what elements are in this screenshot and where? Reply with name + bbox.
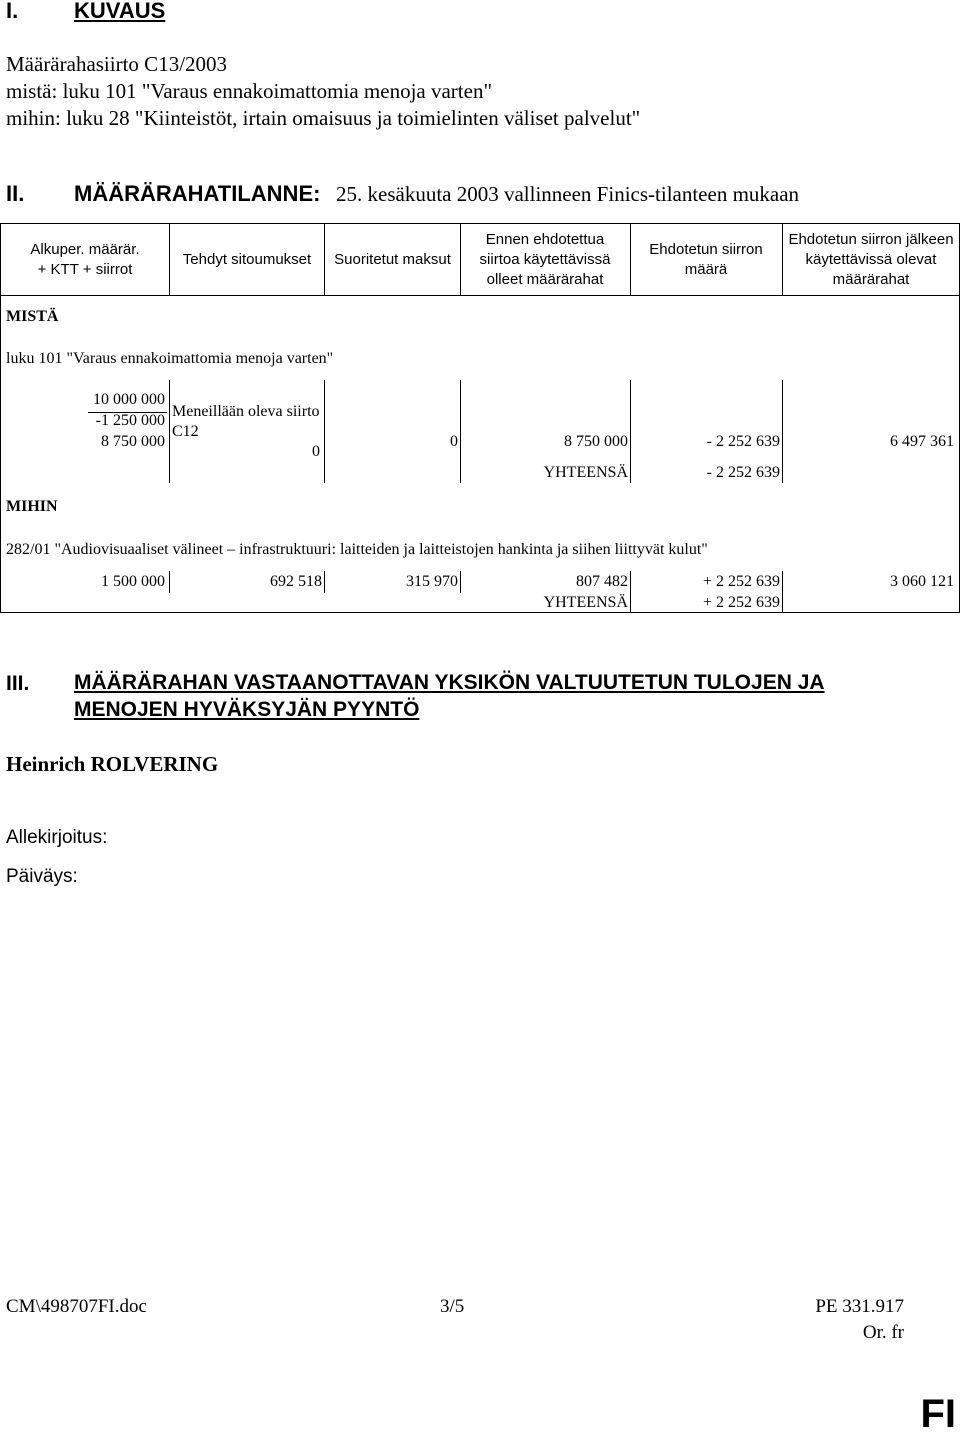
from-available-after: 6 497 361 [890, 433, 954, 450]
footer-reference: PE 331.917 [815, 1296, 904, 1317]
footer-language-code: FI [920, 1392, 956, 1436]
header-available-after: Ehdotetun siirron jälkeen käytettävissä olevat määrärahat [788, 230, 954, 288]
to-amount: 1 500 000 [101, 573, 165, 590]
from-available: 8 750 000 [564, 433, 628, 450]
signer-name: Heinrich ROLVERING [6, 752, 219, 776]
header-commitments: Tehdyt sitoumukset [182, 250, 312, 268]
from-commitments: 0 [312, 443, 320, 460]
from-note: Meneillään oleva siirto C12 [172, 403, 320, 440]
header-original-appropriation [1, 224, 169, 295]
section-2-subtitle: 25. kesäkuuta 2003 vallinneen Finics-tilanteen mukaan [336, 182, 800, 206]
footer-original-language: Or. fr [862, 1322, 904, 1343]
header-original-line-1: Alkuper. määrär. [30, 240, 140, 258]
to-payments: 315 970 [406, 573, 458, 590]
from-payments: 0 [450, 433, 458, 450]
header-available-before: Ennen ehdotettua siirtoa käytettävissä olleet määrärahat [479, 230, 611, 288]
from-total-value: - 2 252 639 [706, 464, 780, 481]
header-original-line-2: + KTT + siirrot [37, 260, 133, 278]
section-3-title-line-2: MENOJEN HYVÄKSYJÄN PYYNTÖ [74, 698, 420, 721]
to-transfer: + 2 252 639 [702, 573, 780, 590]
to-commitments: 692 518 [270, 573, 322, 590]
to-total-value: + 2 252 639 [702, 594, 780, 611]
to-available-after: 3 060 121 [890, 573, 954, 590]
section-1-number: I. [6, 0, 19, 23]
section-3-number: III. [6, 672, 30, 695]
from-amount-adjustment: -1 250 000 [95, 412, 165, 429]
from-amount-original: 10 000 000 [93, 391, 165, 408]
from-total-label: YHTEENSÄ [543, 464, 628, 481]
to-label: MIHIN [6, 498, 58, 515]
description-line-3: mihin: luku 28 "Kiinteistöt, irtain omaisuus ja toimielinten väliset palvelut" [6, 106, 641, 130]
footer-document-id: CM\498707FI.doc [6, 1296, 147, 1317]
header-transfer-amount: Ehdotetun siirron määrä [649, 240, 763, 278]
section-2-title: MÄÄRÄRAHATILANNE: [74, 181, 321, 206]
to-total-label: YHTEENSÄ [543, 594, 628, 611]
from-chapter: luku 101 "Varaus ennakoimattomia menoja varten" [6, 350, 334, 367]
footer-page-number: 3/5 [440, 1296, 465, 1317]
header-payments: Suoritetut maksut [334, 250, 451, 268]
section-3-title-line-1: MÄÄRÄRAHAN VASTAANOTTAVAN YKSIKÖN VALTUUTETUN TULOJEN JA [74, 671, 825, 694]
from-label: MISTÄ [6, 308, 59, 325]
description-line-2: mistä: luku 101 "Varaus ennakoimattomia menoja varten" [6, 79, 493, 103]
date-label: Päiväys: [6, 866, 78, 887]
to-available: 807 482 [576, 573, 628, 590]
signature-label: Allekirjoitus: [6, 827, 108, 848]
from-amount-total: 8 750 000 [101, 433, 165, 450]
section-1-title: KUVAUS [74, 0, 166, 23]
description-line-1: Määrärahasiirto C13/2003 [6, 52, 228, 76]
from-transfer: - 2 252 639 [706, 433, 780, 450]
section-2-number: II. [6, 181, 25, 206]
to-chapter: 282/01 "Audiovisuaaliset välineet – infrastruktuuri: laitteiden ja laitteistojen hankinta ja siihen liittyvät kulut" [6, 541, 708, 558]
